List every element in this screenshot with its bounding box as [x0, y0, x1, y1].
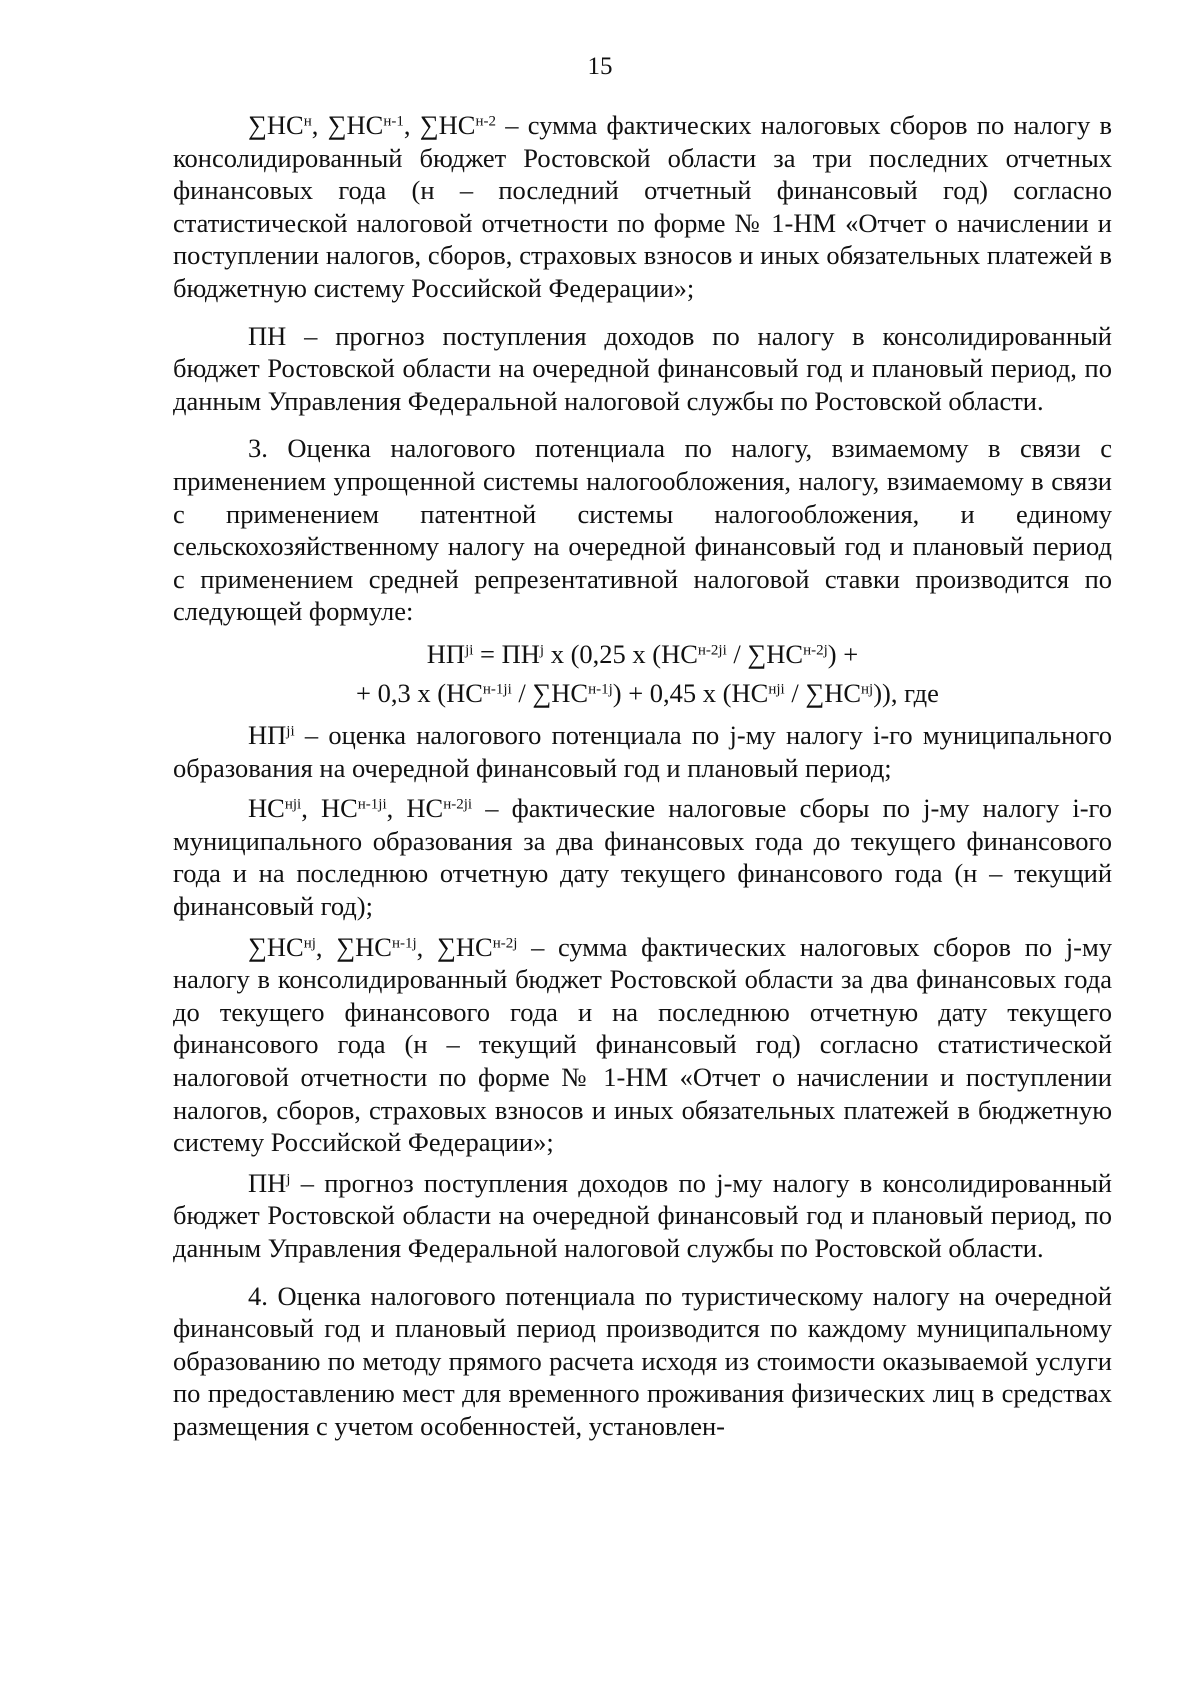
- term-sum-nc: $\sum НС^н$, $\sum НС^{н-1}$, $\sum НС^{н-2}$: [248, 110, 497, 140]
- definition-text: – сумма фактических налоговых сборов по налогу в консолидированный бюджет Ростовской области за три последних отчетных финансовых года (н – последний отчетный финансовый год) согласно статистической налоговой отчетности по форме № 1-НМ «Отчет о начислении и поступлении налогов, сборов, страховых взносов и иных обязательных платежей в бюджетную систему Российской Федерации»;: [173, 110, 1113, 303]
- paragraph-sum-nc-j-definition: [173, 931, 1112, 1159]
- definition-text: – фактические налоговые сборы по j-му налогу i-го муниципального образования за два финансовых года до текущего финансового года и на последнюю отчетную дату текущего финансового года (н – текущий финансовый год);: [173, 793, 1112, 922]
- paragraph-pn-forecast: ПН – прогноз поступления доходов по налогу в консолидированный бюджет Ростовской области на очередной финансовый год и плановый период, по данным Управления Федеральной налоговой службы по Ростовской области.: [173, 320, 1112, 416]
- definition-text: – сумма фактических налоговых сборов по j-му налогу в консолидированный бюджет Ростовской области за два финансовых года до текущего финансового года и на последнюю отчетную дату текущего финансового года (н – текущий финансовый год) согласно статистической налоговой отчетности по форме № 1-НМ «Отчет о начислении и поступлении налогов, сборов, страховых взносов и иных обязательных платежей в бюджетную систему Российской Федерации»;: [173, 931, 1113, 1158]
- definition-text: – оценка налогового потенциала по j-му налогу i-го муниципального образования на очередной финансовый год и плановый период;: [173, 720, 1112, 783]
- term-sum-nc-j: $\sum НС^{нj}$, $\sum НС^{н-1j}$, $\sum НС^{н-2j}$: [248, 931, 518, 962]
- paragraph-pn-j-definition: [173, 1167, 1112, 1265]
- paragraph-np-definition: [173, 719, 1112, 784]
- formula-line-1: $НП^{ji} = ПН^j$ х (0,25 х $(НС^{н-2ji} / \sum НС^{н-2j})$ +: [426, 638, 859, 669]
- definition-text: – прогноз поступления доходов по j-му налогу в консолидированный бюджет Ростовской области на очередной финансовый год и плановый период, по данным Управления Федеральной налоговой службы по Ростовской области.: [173, 1167, 1112, 1263]
- document-body: [173, 109, 1112, 1443]
- formula-line-2: + 0,3 х $(НС^{н-1ji} / \sum НС^{н-1j}) + 0,45$ х $(НС^{нji} / \sum НС^{нj})$), где: [356, 677, 939, 708]
- term-nc: $НС^{нji}$, $НС^{н-1ji}$, $НС^{н-2ji}$: [248, 793, 473, 824]
- paragraph-sum-tax-collections: [173, 109, 1112, 305]
- paragraph-nc-definition: [173, 792, 1112, 922]
- paragraph-item-4: 4. Оценка налогового потенциала по туристическому налогу на очередной финансовый год и плановый период производится по каждому муниципальному образованию по методу прямого расчета исходя из стоимости оказываемой услуги по предоставлению мест для временного проживания физических лиц в средствах размещения с учетом особенностей, установлен-: [173, 1280, 1112, 1441]
- term-pn-j: $ПН^j$: [248, 1167, 291, 1198]
- paragraph-item-3: 3. Оценка налогового потенциала по налогу, взимаемому в связи с применением упрощенной системы налогообложения, налогу, взимаемому в связи с применением патентной системы налогообложения, и единому сельскохозяйственному налогу на очередной финансовый год и плановый период с применением средней репрезентативной налоговой ставки производится по следующей формуле:: [173, 433, 1112, 627]
- term-np: $НП^{ji}$: [248, 720, 295, 751]
- page-number: 15: [587, 53, 613, 80]
